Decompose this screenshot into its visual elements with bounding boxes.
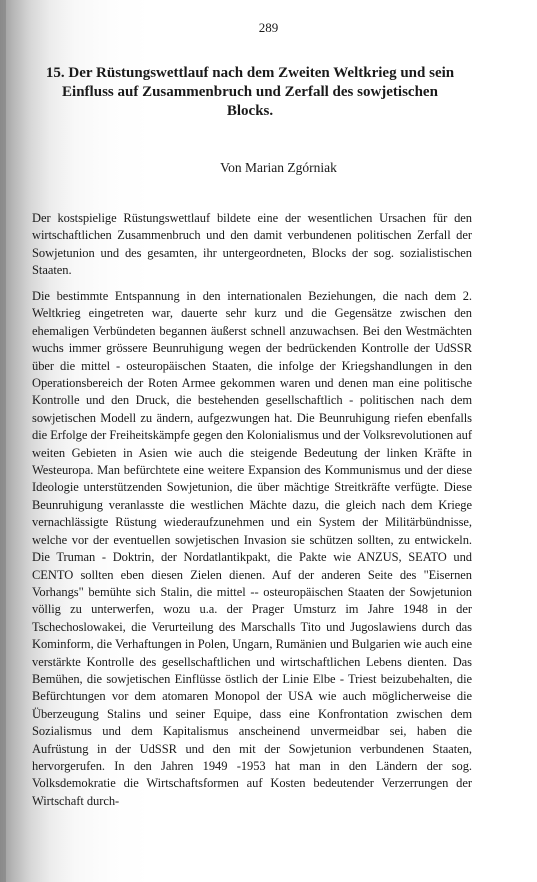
author-line: Von Marian Zgórniak (220, 160, 337, 175)
chapter-title: 15. Der Rüstungswettlauf nach dem Zweiten Weltkrieg und sein Einfluss auf Zusammenbruch und Zerfall des sowjetischen Blocks. (45, 65, 455, 119)
page-number: 289 (258, 20, 279, 35)
body-paragraph: Der kostspielige Rüstungswettlauf bildete eine der wesentlichen Ursachen für den wirtschaftlichen Zusammenbruch und den damit verbundenen politischen Zerfall der Sowjetunion und des gesamten, ihr untergeordneten, Blocks der sog. sozialistischen Staaten. (32, 211, 472, 278)
body-paragraph: Die bestimmte Entspannung in den internationalen Beziehungen, die nach dem 2. Weltkrieg eingetreten war, dauerte sehr kurz und die Gegensätze zwischen den ehemaligen Verbündeten begannen äußerst schnell anzuwachsen. Bei den Westmächten wuchs immer grössere Beunruhigung wegen der bedrückenden Kontrolle der UdSSR über die mittel - osteuropäischen Staaten, die infolge der Kriegshandlungen in den Operationsbereich der Roten Armee gekommen waren und denen man eine politische Kontrolle und den Druck, die bestehenden gesellschaftlich - politischen nach dem sowjetischen Modell zu ändern, aufgezwungen hat. Die Beunruhigung riefen ebenfalls die Erfolge der Freiheitskämpfe gegen den Kolonialismus und der Volksrevolutionen auf weiten Gebieten in Asien wie auch die steigende Bedeutung der linken Kräfte in Westeuropa. Man befürchtete eine weitere Expansion des Kommunismus und der diese Ideologie unterstützenden Sowjetunion, die über mächtige Streitkräfte verfügte. Diese Beunruhigung veranlasste die westlichen Mächte dazu, die gleich nach dem Kriege vernachlässigte Rüstung wiederaufzunehmen und ein System der Militärbündnisse, welche vor der eventuellen sowjetischen Invasion sie schützen sollten, zu entwickeln. Die Truman - Doktrin, der Nordatlantikpakt, die Pakte wie ANZUS, SEATO und CENTO sollten eben diesen Zielen dienen. Auf der anderen Seite des "Eisernen Vorhangs" bemühte sich Stalin, die mittel -- osteuropäischen Staaten der Sowjetunion völlig zu unterwerfen, wozu u.a. der Prager Umsturz im Jahre 1948 in der Tschechoslowakei, die Verurteilung des Marschalls Tito und Jugoslawiens durch das Kominform, die Verhaftungen in Polen, Ungarn, Rumänien und Bulgarien wie auch eine verstärkte Kontrolle des gesellschaftlichen und wirtschaftlichen Lebens dienten. Das Bemühen, die sowjetischen Einflüsse östlich der Linie Elbe - Triest beizubehalten, die Befürchtungen vor dem atomaren Monopol der USA wie auch möglicherweise die Überzeugung Stalins und seiner Equipe, dass eine Konfrontation zwischen dem Sozialismus und dem Kapitalismus anscheinend unvermeidbar sei, haben die Aufrüstung in der UdSSR und den mit der Sowjetunion verbundenen Staaten, hervorgerufen. In den Jahren 1949 -1953 hat man in den Ländern der sog. Volksdemokratie die Wirtschaftsformen auf Kosten bedeutender Verzerrungen der Wirtschaft durch- (32, 289, 472, 808)
